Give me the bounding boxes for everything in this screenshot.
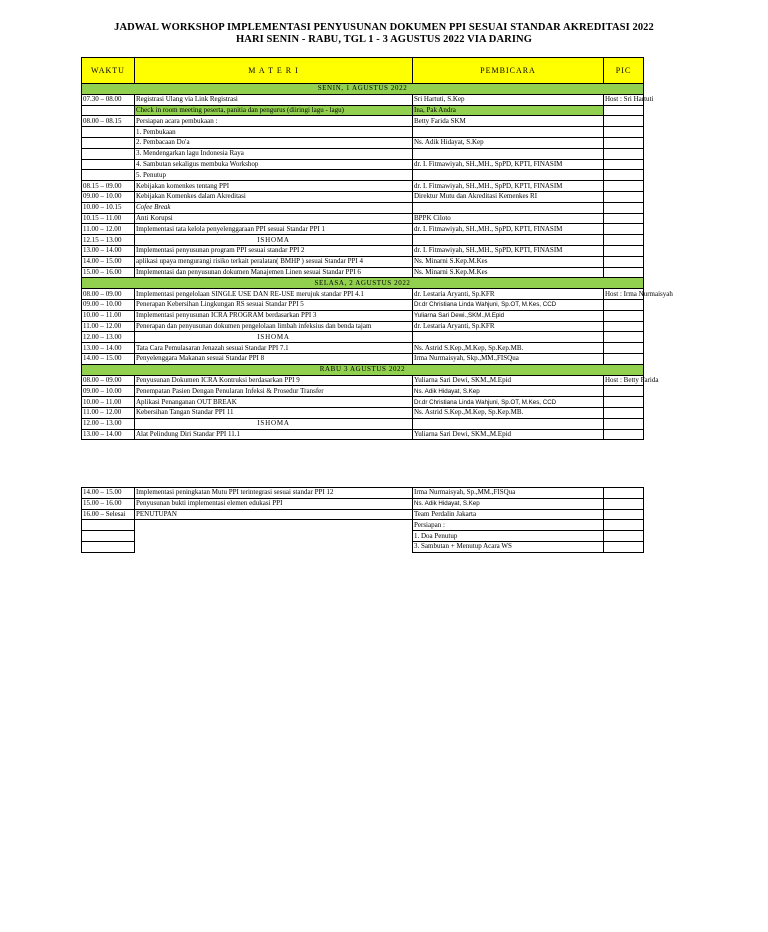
materi-cell: Implementasi penyusunan program PPI sesuai standar PPI 2	[135, 245, 413, 256]
time-cell: 08.00 – 09.00	[82, 289, 135, 300]
table-row	[82, 488, 644, 499]
time-cell: 09.00 – 10.00	[82, 386, 135, 397]
table-row	[82, 531, 644, 542]
materi-cell: PENUTUPAN	[135, 509, 413, 520]
time-cell: 09.00 – 10.00	[82, 191, 135, 202]
speaker-cell: Dr.dr Christiana Linda Wahjuni, Sp.OT, M.Kes, CCD	[413, 299, 604, 310]
time-cell	[82, 531, 135, 542]
speaker-cell: Persiapan :	[413, 520, 604, 531]
materi-cell: Alat Pelindung Diri Standar PPI 11.1	[135, 429, 413, 440]
speaker-cell: Irma Nurmaisyah, Sp.,MM.,FISQua	[413, 488, 604, 499]
pic-cell	[604, 181, 644, 192]
time-cell	[82, 137, 135, 148]
time-cell: 13.00 – 14.00	[82, 343, 135, 354]
pic-cell	[604, 332, 644, 343]
table-row	[82, 267, 644, 278]
header-pic: PIC	[604, 58, 644, 84]
time-cell: 10.00 – 10.15	[82, 202, 135, 213]
speaker-cell: Ns. Minarni S.Kep.M.Kes	[413, 267, 604, 278]
table-row	[82, 353, 644, 364]
time-cell: 14.00 – 15.00	[82, 488, 135, 499]
day-label: RABU 3 AGUSTUS 2022	[82, 364, 644, 375]
materi-cell: Aplikasi Penanganan OUT BREAK	[135, 397, 413, 408]
table-row	[82, 429, 644, 440]
speaker-cell: Ns. Astrid S.Kep.,M.Kep, Sp.Kep.MB.	[413, 343, 604, 354]
time-cell: 07.30 – 08.00	[82, 94, 135, 105]
materi-cell: Penyusunan bukti implementasi elemen edukasi PPI	[135, 498, 413, 509]
table-row	[82, 520, 644, 531]
time-cell: 08.00 – 09.00	[82, 375, 135, 386]
table-row	[82, 127, 644, 138]
time-cell: 12.00 – 13.00	[82, 418, 135, 429]
table-row	[82, 407, 644, 418]
table-row	[82, 332, 644, 343]
speaker-cell: Dr.dr Christiana Linda Wahjuni, Sp.OT, M.Kes, CCD	[413, 397, 604, 408]
day-header-row	[82, 84, 644, 95]
speaker-cell: 3. Sambutan + Menutup Acara WS	[413, 541, 604, 552]
table-row	[82, 418, 644, 429]
pic-cell	[604, 343, 644, 354]
pic-cell	[604, 418, 644, 429]
materi-cell: Tata Cara Pemulasaran Jenazah sesuai Standar PPI 7.1	[135, 343, 413, 354]
time-cell	[82, 170, 135, 181]
speaker-cell: Betty Farida SKM	[413, 116, 604, 127]
time-cell	[82, 148, 135, 159]
header-pembicara: PEMBICARA	[413, 58, 604, 84]
materi-cell: Check in room meeting peserta, panitia dan pengurus (diiringi lagu - lagu)	[135, 105, 413, 116]
pic-cell	[604, 407, 644, 418]
time-cell	[82, 520, 135, 531]
time-cell: 13.00 – 14.00	[82, 429, 135, 440]
speaker-cell: Yuliarna Sari Dewi, SKM.,M.Epid	[413, 375, 604, 386]
pic-cell	[604, 321, 644, 332]
speaker-cell	[413, 127, 604, 138]
materi-cell: Registrasi Ulang via Link Registrasi	[135, 94, 413, 105]
speaker-cell: Yuliarna Sari Dewi, SKM.,M.Epid	[413, 429, 604, 440]
pic-cell	[604, 137, 644, 148]
table-row	[82, 498, 644, 509]
speaker-cell: Yuliarna Sari Dewi.,SKM.,M.Epid	[413, 310, 604, 321]
document-title: JADWAL WORKSHOP IMPLEMENTASI PENYUSUNAN DOKUMEN PPI SESUAI STANDAR AKREDITASI 2022	[114, 22, 654, 33]
table-row	[82, 375, 644, 386]
pic-cell	[604, 520, 644, 531]
speaker-cell: 1. Doa Penutup	[413, 531, 604, 542]
time-cell: 14.00 – 15.00	[82, 353, 135, 364]
materi-cell: 2. Pembacaan Do'a	[135, 137, 413, 148]
pic-cell	[604, 429, 644, 440]
pic-cell	[604, 235, 644, 246]
speaker-cell: Team Perdalin Jakarta	[413, 509, 604, 520]
table-row	[82, 397, 644, 408]
pic-cell	[604, 148, 644, 159]
speaker-cell	[413, 332, 604, 343]
speaker-cell: dr. Lestaria Aryanti, Sp.KFR	[413, 289, 604, 300]
materi-cell: Kebijakan Komenkes dalam Akreditasi	[135, 191, 413, 202]
table-row	[82, 256, 644, 267]
pic-cell	[604, 127, 644, 138]
pic-cell	[604, 397, 644, 408]
pic-cell	[604, 202, 644, 213]
materi-cell: Penerapan Kebersihan Lingkungan RS sesuai Standar PPI 5	[135, 299, 413, 310]
speaker-cell: dr. Lestaria Aryanti, Sp.KFR	[413, 321, 604, 332]
pic-cell	[604, 310, 644, 321]
header-waktu: WAKTU	[82, 58, 135, 84]
day-label: SENIN, 1 AGUSTUS 2022	[82, 84, 644, 95]
speaker-cell	[413, 235, 604, 246]
speaker-cell: Direktur Mutu dan Akreditasi Kemenkes RI	[413, 191, 604, 202]
time-cell: 11.00 – 12.00	[82, 224, 135, 235]
time-cell: 16.00 – Selesai	[82, 509, 135, 520]
table-row	[82, 137, 644, 148]
speaker-cell: BPPK Ciloto	[413, 213, 604, 224]
time-cell: 08.15 – 09.00	[82, 181, 135, 192]
time-cell: 09.00 – 10.00	[82, 299, 135, 310]
document-subtitle: HARI SENIN - RABU, TGL 1 - 3 AGUSTUS 2022 VIA DARING	[236, 34, 532, 45]
time-cell: 10.00 – 11.00	[82, 310, 135, 321]
materi-cell: Penempatan Pasien Dengan Penularan Infeksi & Prosedur Transfer	[135, 386, 413, 397]
time-cell: 11.00 – 12.00	[82, 321, 135, 332]
speaker-cell: Ns. Astrid S.Kep.,M.Kep, Sp.Kep.MB.	[413, 407, 604, 418]
speaker-cell	[413, 170, 604, 181]
time-cell: 10.00 – 11.00	[82, 397, 135, 408]
materi-cell: 4. Sambutan sekaligus membuka Workshop	[135, 159, 413, 170]
pic-cell	[604, 386, 644, 397]
table-row	[82, 310, 644, 321]
table-row	[82, 235, 644, 246]
table-row	[82, 541, 644, 552]
speaker-cell: Ns. Adik Hidayat, S.Kep	[413, 386, 604, 397]
day-label: SELASA, 2 AGUSTUS 2022	[82, 278, 644, 289]
materi-cell	[135, 520, 413, 531]
pic-cell	[604, 531, 644, 542]
table-row	[82, 299, 644, 310]
table-row	[82, 191, 644, 202]
time-cell	[82, 541, 135, 552]
materi-cell: Penyusunan Dokumen ICRA Kontruksi berdasarkan PPI 9	[135, 375, 413, 386]
table-row	[82, 116, 644, 127]
time-cell	[82, 159, 135, 170]
pic-cell	[604, 299, 644, 310]
materi-cell: Implementasi peningkatan Mutu PPI terintegrasi sesuai standar PPI 12	[135, 488, 413, 499]
time-cell: 15.00 – 16.00	[82, 498, 135, 509]
table-row	[82, 509, 644, 520]
materi-cell: 1. Pembukaan	[135, 127, 413, 138]
pic-cell	[604, 267, 644, 278]
table-row	[82, 343, 644, 354]
table-row	[82, 245, 644, 256]
time-cell: 14.00 – 15.00	[82, 256, 135, 267]
materi-cell: Kebersihan Tangan Standar PPI 11	[135, 407, 413, 418]
table-header-row	[82, 58, 644, 84]
pic-cell: Host : Sri Hartuti	[605, 95, 654, 104]
time-cell	[82, 127, 135, 138]
time-cell: 11.00 – 12.00	[82, 407, 135, 418]
speaker-cell	[413, 202, 604, 213]
pic-cell	[604, 245, 644, 256]
materi-cell: Penyelenggara Makanan sesuai Standar PPI 8	[135, 353, 413, 364]
pic-cell	[604, 213, 644, 224]
materi-cell	[135, 531, 413, 542]
pic-cell	[604, 105, 644, 116]
speaker-cell: Ns. Minarni S.Kep.M.Kes	[413, 256, 604, 267]
speaker-cell: Ns. Adik Hidayat, S.Kep	[413, 137, 604, 148]
pic-cell	[604, 353, 644, 364]
pic-cell	[604, 541, 644, 552]
speaker-cell: dr. I. Fitmawiyah, SH.,MH., SpPD, KPTI, FINASIM	[413, 245, 604, 256]
table-row	[82, 148, 644, 159]
materi-cell: ISHOMA	[135, 332, 413, 343]
time-cell: 12.15 – 13.00	[82, 235, 135, 246]
pic-cell	[604, 159, 644, 170]
table-row	[82, 213, 644, 224]
pic-cell	[604, 224, 644, 235]
speaker-cell: Irma Nurmaisyah, Skp.,MM.,FISQua	[413, 353, 604, 364]
materi-cell: Anti Korupsi	[135, 213, 413, 224]
table-row	[82, 386, 644, 397]
pic-cell	[604, 116, 644, 127]
schedule-table	[81, 57, 673, 440]
table-row	[82, 170, 644, 181]
materi-cell: Penerapan dan penyusunan dokumen pengelolaan limbah infeksius dan benda tajam	[135, 321, 413, 332]
speaker-cell: Sri Hartuti, S.Kep	[413, 94, 604, 105]
materi-cell: Implementasi pengelolaan SINGLE USE DAN RE-USE merujuk standar PPI 4.1	[135, 289, 413, 300]
day-header-row	[82, 364, 644, 375]
pic-cell	[604, 498, 644, 509]
speaker-cell	[413, 418, 604, 429]
speaker-cell: dr. I. Fitmawiyah, SH.,MH., SpPD, KPTI, FINASIM	[413, 181, 604, 192]
materi-cell: 3. Mendengarkan lagu Indonesia Raya	[135, 148, 413, 159]
day-header-row	[82, 278, 644, 289]
time-cell: 13.00 – 14.00	[82, 245, 135, 256]
table-row	[82, 159, 644, 170]
schedule-table-continued	[81, 487, 644, 553]
table-row	[82, 289, 644, 300]
table-row	[82, 224, 644, 235]
pic-cell	[604, 191, 644, 202]
pic-cell	[604, 509, 644, 520]
time-cell: 10.15 – 11.00	[82, 213, 135, 224]
table-row	[82, 94, 644, 105]
time-cell: 12.00 – 13.00	[82, 332, 135, 343]
time-cell: 08.00 – 08.15	[82, 116, 135, 127]
pic-cell: Host : Betty Farida	[605, 375, 659, 384]
table-row	[82, 321, 644, 332]
time-cell	[82, 105, 135, 116]
speaker-cell	[413, 148, 604, 159]
table-row	[82, 202, 644, 213]
pic-cell: Host : Irma Nurmaisyah	[605, 289, 673, 298]
materi-cell: Persiapan acara pembukaan :	[135, 116, 413, 127]
materi-cell: Kebijakan komenkes tentang PPI	[135, 181, 413, 192]
pic-cell	[604, 488, 644, 499]
header-materi: M A T E R I	[135, 58, 413, 84]
materi-cell: 5. Penutup	[135, 170, 413, 181]
materi-cell: ISHOMA	[135, 235, 413, 246]
materi-cell: Cofee Break	[135, 202, 413, 213]
materi-cell: Implementasi dan penyusunan dokumen Manajemen Linen sesuai Standar PPI 6	[135, 267, 413, 278]
materi-cell	[135, 541, 413, 552]
materi-cell: Implementasi penyusunan ICRA PROGRAM berdasarkan PPI 3	[135, 310, 413, 321]
table-row	[82, 105, 644, 116]
materi-cell: Implementasi tata kelola penyelenggaraan PPI sesuai Standar PPI 1	[135, 224, 413, 235]
speaker-cell: Ina, Pak Andra	[413, 105, 604, 116]
table-row	[82, 181, 644, 192]
speaker-cell: dr. I. Fitmawiyah, SH.,MH., SpPD, KPTI, FINASIM	[413, 224, 604, 235]
speaker-cell: Ns. Adik Hidayat, S.Kep	[413, 498, 604, 509]
speaker-cell: dr. I. Fitmawiyah, SH.,MH., SpPD, KPTI, FINASIM	[413, 159, 604, 170]
materi-cell: aplikasi upaya mengurangi risiko terkait peralatan( BMHP ) sesuai Standar PPI 4	[135, 256, 413, 267]
pic-cell	[604, 256, 644, 267]
time-cell: 15.00 – 16.00	[82, 267, 135, 278]
materi-cell: ISHOMA	[135, 418, 413, 429]
pic-cell	[604, 170, 644, 181]
